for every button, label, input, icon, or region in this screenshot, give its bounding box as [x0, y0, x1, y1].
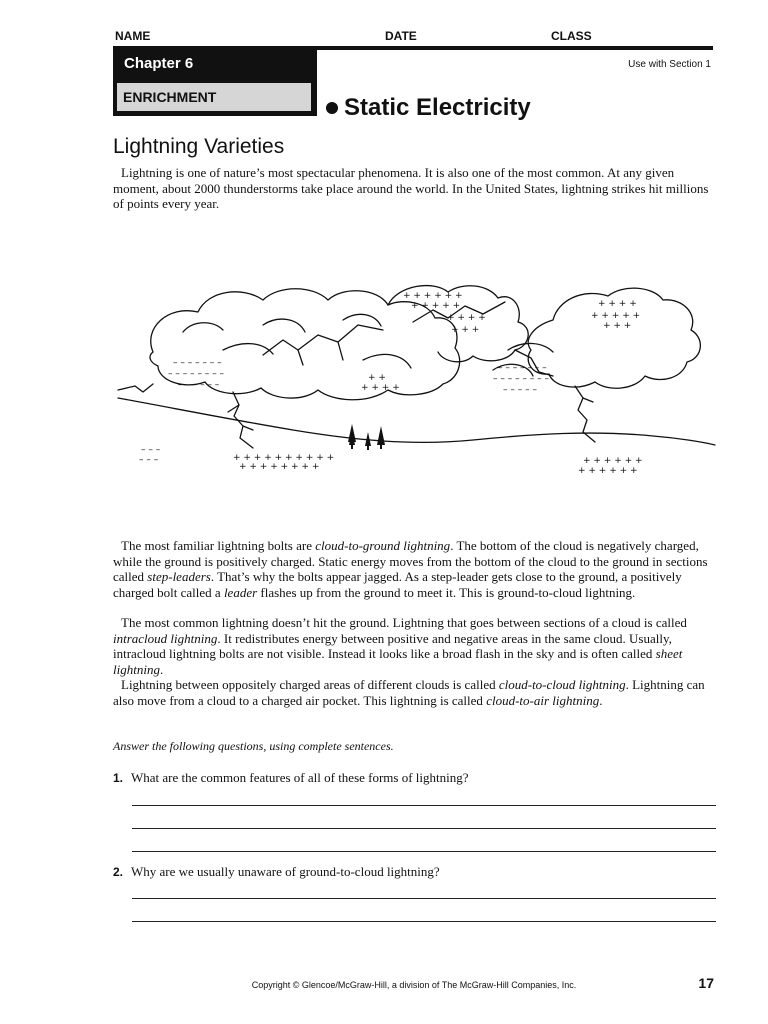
- answer-line[interactable]: [132, 828, 716, 829]
- bullet-icon: [326, 102, 338, 114]
- answer-line[interactable]: [132, 921, 716, 922]
- svg-text:+ + + + +: + + + + +: [411, 301, 461, 311]
- page-title: Static Electricity: [344, 94, 531, 121]
- lightning-illustration: [113, 280, 718, 485]
- answer-line[interactable]: [132, 805, 716, 806]
- question-number: 1.: [113, 771, 124, 785]
- answer-line[interactable]: [132, 898, 716, 899]
- svg-text:– – – – – – – –: – – – – – – – –: [168, 369, 225, 379]
- svg-text:+ + +: + + +: [451, 325, 480, 335]
- svg-text:– – – – –: – – – – –: [503, 385, 537, 395]
- page-number: 17: [698, 975, 714, 991]
- page-title-wrap: [326, 94, 531, 122]
- svg-text:+ + + + + +: + + + + + +: [583, 456, 643, 466]
- term-sheet-lightning: sheet lightning: [113, 646, 683, 677]
- class-label: CLASS: [551, 29, 592, 43]
- term-cloud-to-air: cloud-to-air lightning: [486, 692, 600, 708]
- charge-markings: [139, 291, 643, 476]
- svg-text:– – –: – – –: [141, 445, 161, 455]
- svg-text:+ + + + + + + +: + + + + + + + +: [239, 462, 320, 472]
- section-title: Lightning Varieties: [113, 135, 285, 158]
- trees: [348, 424, 385, 450]
- date-label: DATE: [385, 29, 417, 43]
- bolt-intracloud: [263, 325, 383, 355]
- question-text: Why are we usually unaware of ground-to-cloud lightning?: [131, 864, 440, 879]
- svg-text:+ + + + +: + + + + +: [591, 311, 641, 321]
- body-paragraph-1: The most familiar lightning bolts are cloud-to-ground lightning. The bottom of the cloud is negatively charged, while the ground is positively charged. Static energy moves from the bottom of the cloud to the ground in sections called step-leaders. That’s why the bolts appear jagged. As a step-leader gets close to the ground, a positively charged bolt called a leader flashes up from the ground to meet it. This is ground-to-cloud lightning.: [113, 538, 708, 600]
- question-text: What are the common features of all of these forms of lightning?: [131, 770, 469, 785]
- chapter-label: Chapter 6: [124, 55, 194, 72]
- answer-line[interactable]: [132, 851, 716, 852]
- svg-text:– – – – – – –: – – – – – – –: [173, 358, 222, 368]
- svg-text:– – – – – –: – – – – – –: [178, 380, 220, 390]
- svg-text:+ + +: + + +: [603, 321, 632, 331]
- body-paragraph-3: Lightning between oppositely charged areas of different clouds is called cloud-to-cloud lightning. Lightning can also move from a cloud to a charged air pocket. This lightning is called cloud-to-air lightning.: [113, 677, 705, 708]
- svg-text:+ + + +: + + + +: [598, 299, 637, 309]
- term-cloud-to-ground: cloud-to-ground lightning: [315, 538, 451, 553]
- svg-text:– – – – – – –: – – – – – – –: [498, 363, 547, 373]
- body-paragraph-2: The most common lightning doesn’t hit the ground. Lightning that goes between sections of a cloud is called intracloud lightning. It redistributes energy between positive and negative areas in the same cloud. Usually, intracloud lightning bolts are not visible. Instead it looks like a broad flash in the sky and is often called sheet lightning.: [113, 615, 687, 677]
- term-intracloud: intracloud lightning: [113, 630, 218, 646]
- name-label: NAME: [115, 29, 151, 43]
- section-reference: Use with Section 1: [628, 59, 711, 70]
- svg-text:+ + + +: + + + +: [447, 313, 486, 323]
- svg-text:– – –: – – –: [139, 455, 159, 465]
- svg-text:– – – – – – – –: – – – – – – – –: [493, 374, 550, 384]
- term-leader: leader: [223, 584, 258, 600]
- question-number: 2.: [113, 865, 124, 879]
- copyright-notice: Copyright © Glencoe/McGraw-Hill, a division of The McGraw-Hill Companies, Inc.: [251, 980, 577, 990]
- enrichment-label: ENRICHMENT: [123, 89, 217, 105]
- svg-text:+ +: + +: [368, 373, 386, 383]
- intro-paragraph: Lightning is one of nature’s most spectacular phenomena. It is also one of the most common. At any given moment, about 2000 thunderstorms take place around the world. In the United States, lightning strikes hit millions of points every year.: [113, 165, 709, 212]
- svg-text:+ + + + + +: + + + + + +: [578, 466, 638, 476]
- question-1: [113, 770, 469, 786]
- instructions: Answer the following questions, using complete sentences.: [113, 739, 394, 753]
- chapter-badge: [113, 46, 317, 80]
- term-step-leaders: step-leaders: [147, 569, 211, 585]
- svg-text:+ + + +: + + + +: [361, 383, 400, 393]
- enrichment-badge: [113, 80, 317, 116]
- term-cloud-to-cloud: cloud-to-cloud lightning: [498, 677, 626, 692]
- ground-line: [118, 398, 715, 445]
- question-2: [113, 864, 440, 880]
- svg-text:+ + + + + + + + + +: + + + + + + + + + +: [233, 453, 335, 463]
- svg-text:+ + + + + +: + + + + + +: [403, 291, 463, 301]
